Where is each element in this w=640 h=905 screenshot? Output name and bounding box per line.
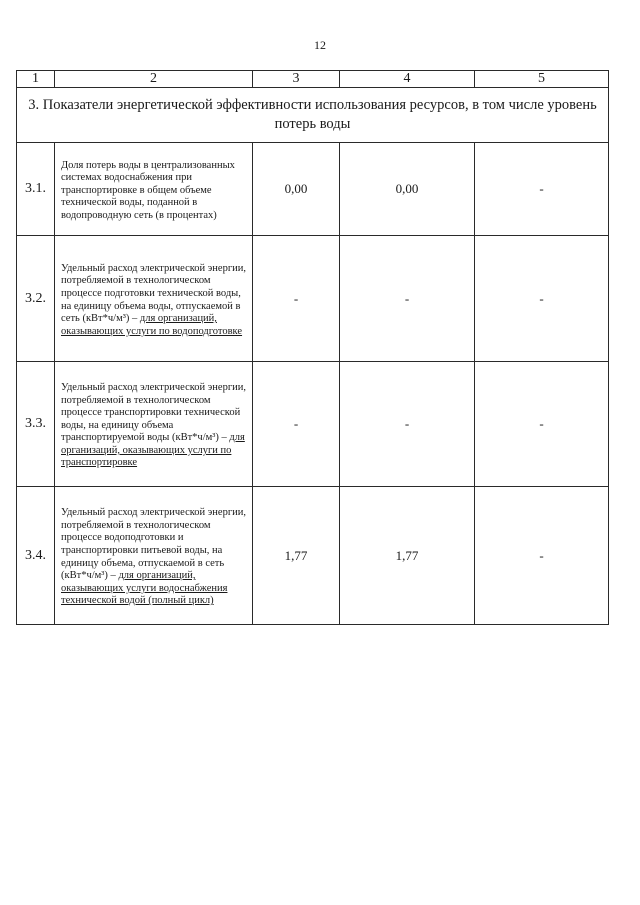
row-description [55, 236, 253, 362]
row-value-col4: - [340, 236, 475, 362]
row-value-col3: 1,77 [253, 487, 340, 625]
row-number: 3.4. [17, 487, 55, 625]
table-row [17, 362, 609, 487]
indicators-table [16, 70, 609, 625]
row-description [55, 487, 253, 625]
row-number: 3.2. [17, 236, 55, 362]
row-value-col3: - [253, 362, 340, 487]
column-header-1: 1 [17, 71, 55, 88]
row-value-col3: - [253, 236, 340, 362]
column-header-5: 5 [475, 71, 609, 88]
row-value-col5: - [475, 362, 609, 487]
column-header-3: 3 [253, 71, 340, 88]
row-description [55, 362, 253, 487]
row-number: 3.1. [17, 143, 55, 236]
row-value-col5: - [475, 487, 609, 625]
row-description-scope: для организаций, оказывающих услуги водоснабжения технической водой (полный цикл) [61, 570, 228, 607]
row-description-scope: для организаций, оказывающих услуги по транспортировке [61, 432, 245, 469]
row-description-scope: для организаций, оказывающих услуги по водоподготовке [61, 313, 243, 337]
row-value-col4: 1,77 [340, 487, 475, 625]
column-header-row [17, 71, 609, 88]
section-title: 3. Показатели энергетической эффективности использования ресурсов, в том числе уровень потерь воды [17, 88, 609, 143]
row-description [55, 143, 253, 236]
page-number: 12 [314, 38, 326, 52]
row-value-col5: - [475, 236, 609, 362]
row-value-col4: 0,00 [340, 143, 475, 236]
row-value-col5: - [475, 143, 609, 236]
table-row [17, 236, 609, 362]
row-description-text: Удельный расход электрической энергии, потребляемой в технологическом процессе подготовки технической воды, на единицу объема воды, отпускаемой в сеть (кВт*ч/м³) – [61, 262, 247, 325]
row-description-text: Удельный расход электрической энергии, потребляемой в технологическом процессе транспортировки технической воды, на единицу объема транспортируемой воды (кВт*ч/м³) – [61, 381, 247, 444]
table-row [17, 143, 609, 236]
row-number: 3.3. [17, 362, 55, 487]
row-description-text: Удельный расход электрической энергии, потребляемой в технологическом процессе водоподготовки и транспортировки питьевой воды, на единицу объема, отпускаемой в сеть (кВт*ч/м³) – [61, 507, 247, 582]
column-header-2: 2 [55, 71, 253, 88]
row-value-col3: 0,00 [253, 143, 340, 236]
section-row [17, 88, 609, 143]
table-row [17, 487, 609, 625]
row-description-text: Доля потерь воды в централизованных системах водоснабжения при транспортировке в общем объеме технической воды, поданной в водопроводную сеть (в процентах) [61, 159, 235, 221]
row-value-col4: - [340, 362, 475, 487]
column-header-4: 4 [340, 71, 475, 88]
